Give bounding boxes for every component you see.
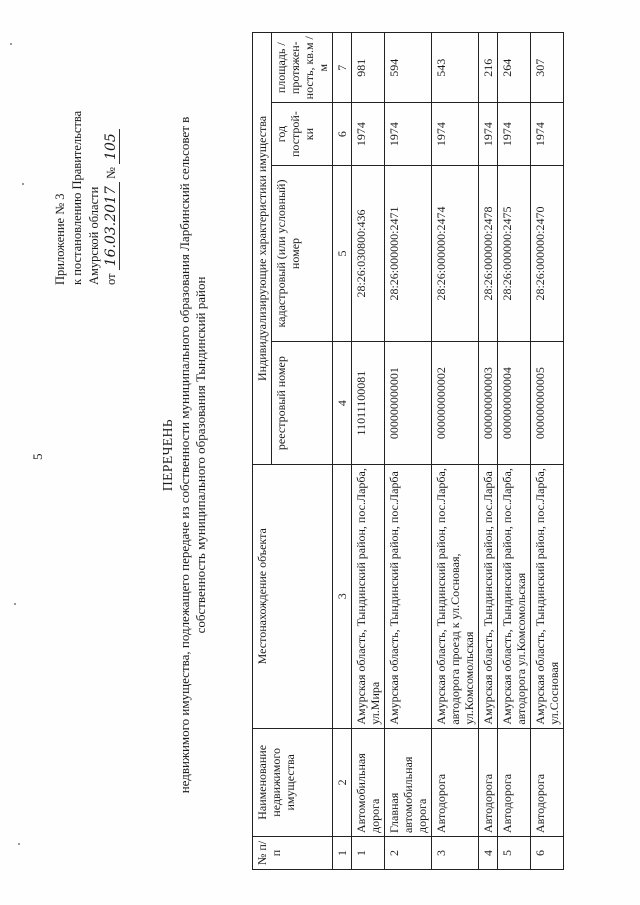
scan-speck	[10, 43, 12, 45]
table-row	[385, 33, 432, 870]
cell-num: 3	[432, 837, 479, 870]
cell-name: Автодорога	[432, 728, 479, 836]
header-registry: реестровый номер	[272, 342, 333, 464]
header-name: Наименование недвижимого имущества	[253, 728, 333, 836]
scan-speck	[22, 183, 24, 185]
appendix-date-line	[103, 15, 120, 285]
cell-num: 1	[352, 837, 385, 870]
column-number: 7	[333, 33, 352, 103]
column-number-row	[333, 33, 352, 870]
header-characteristics: Индивидуализирующие характеристики имущества	[253, 33, 272, 465]
header-row	[253, 33, 272, 870]
cell-location: Амурская область, Тындинский район, пос.Ларба	[385, 464, 432, 728]
cell-year: 1974	[531, 103, 564, 165]
cell-year: 1974	[498, 103, 531, 165]
cell-registry: 000000000002	[432, 342, 479, 464]
appendix-line3: Амурской области	[87, 186, 101, 285]
cell-name: Главная автомобильная дорога	[385, 728, 432, 836]
cell-year: 1974	[352, 103, 385, 165]
column-number: 3	[333, 464, 352, 728]
cell-year: 1974	[479, 103, 498, 165]
handwritten-date: 16.03.2017	[103, 182, 120, 270]
cell-name: Автомобильная дорога	[352, 728, 385, 836]
cell-cadastral: 28:26:000000:2475	[498, 165, 531, 342]
cell-num: 2	[385, 837, 432, 870]
handwritten-number: 105	[103, 129, 120, 164]
appendix-line1: Приложение № 3	[53, 193, 67, 285]
title-block	[160, 95, 209, 815]
cell-location: Амурская область, Тындинский район, пос.Ларба, автодорога проезд к ул.Сосновая, ул.Комсомольская	[432, 464, 479, 728]
cell-area: 307	[531, 33, 564, 103]
cell-num: 5	[498, 837, 531, 870]
cell-name: Автодорога	[531, 728, 564, 836]
cell-name: Автодорога	[479, 728, 498, 836]
page-number: 5	[30, 453, 45, 460]
cell-cadastral: 28:26:000000:2471	[385, 165, 432, 342]
header-year: год построй-ки	[272, 103, 333, 165]
date-prefix: от	[104, 273, 118, 285]
number-prefix: №	[104, 167, 118, 180]
table-row	[479, 33, 498, 870]
column-number: 2	[333, 728, 352, 836]
cell-location: Амурская область, Тындинский район, пос.Ларба, ул.Мира	[352, 464, 385, 728]
cell-location: Амурская область, Тындинский район, пос.Ларба	[479, 464, 498, 728]
cell-cadastral: 28:26:000000:2474	[432, 165, 479, 342]
scan-speck	[18, 843, 20, 845]
table-row	[432, 33, 479, 870]
cell-registry: 000000000003	[479, 342, 498, 464]
cell-name: Автодорога	[498, 728, 531, 836]
cell-registry: 11011100081	[352, 342, 385, 464]
column-number: 4	[333, 342, 352, 464]
table-row	[498, 33, 531, 870]
document-subtitle-line1: недвижимого имущества, подлежащего передаче из собственности муниципального образования Ларбинский сельсовет в	[177, 116, 192, 794]
cell-year: 1974	[432, 103, 479, 165]
property-table	[252, 32, 564, 870]
cell-area: 981	[352, 33, 385, 103]
header-cadastral: кадастровый (или условный) номер	[272, 165, 333, 342]
document-subtitle-line2: собственность муниципального образования Тындинский район	[193, 276, 208, 634]
cell-area: 543	[432, 33, 479, 103]
cell-cadastral: 28:26:030800:436	[352, 165, 385, 342]
cell-num: 6	[531, 837, 564, 870]
cell-area: 264	[498, 33, 531, 103]
cell-area: 216	[479, 33, 498, 103]
appendix-line2: к постановлению Правительства	[70, 110, 84, 285]
cell-area: 594	[385, 33, 432, 103]
header-location: Местонахождение объекта	[253, 464, 333, 728]
document-title: ПЕРЕЧЕНЬ	[160, 418, 175, 492]
scan-speck	[14, 603, 16, 605]
cell-registry: 000000000005	[531, 342, 564, 464]
cell-registry: 000000000001	[385, 342, 432, 464]
cell-location: Амурская область, Тындинский район, пос.Ларба, ул.Сосновая	[531, 464, 564, 728]
cell-registry: 000000000004	[498, 342, 531, 464]
cell-year: 1974	[385, 103, 432, 165]
cell-location: Амурская область, Тындинский район, пос.Ларба, автодорога ул.Комсомольская	[498, 464, 531, 728]
header-num: № п/п	[253, 837, 333, 870]
table-row	[531, 33, 564, 870]
cell-cadastral: 28:26:000000:2478	[479, 165, 498, 342]
column-number: 6	[333, 103, 352, 165]
appendix-block	[52, 15, 120, 285]
column-number: 5	[333, 165, 352, 342]
header-area: площадь / протяжен-ность, кв.м / м	[272, 33, 333, 103]
table-row	[352, 33, 385, 870]
cell-cadastral: 28:26:000000:2470	[531, 165, 564, 342]
cell-num: 4	[479, 837, 498, 870]
column-number: 1	[333, 837, 352, 870]
